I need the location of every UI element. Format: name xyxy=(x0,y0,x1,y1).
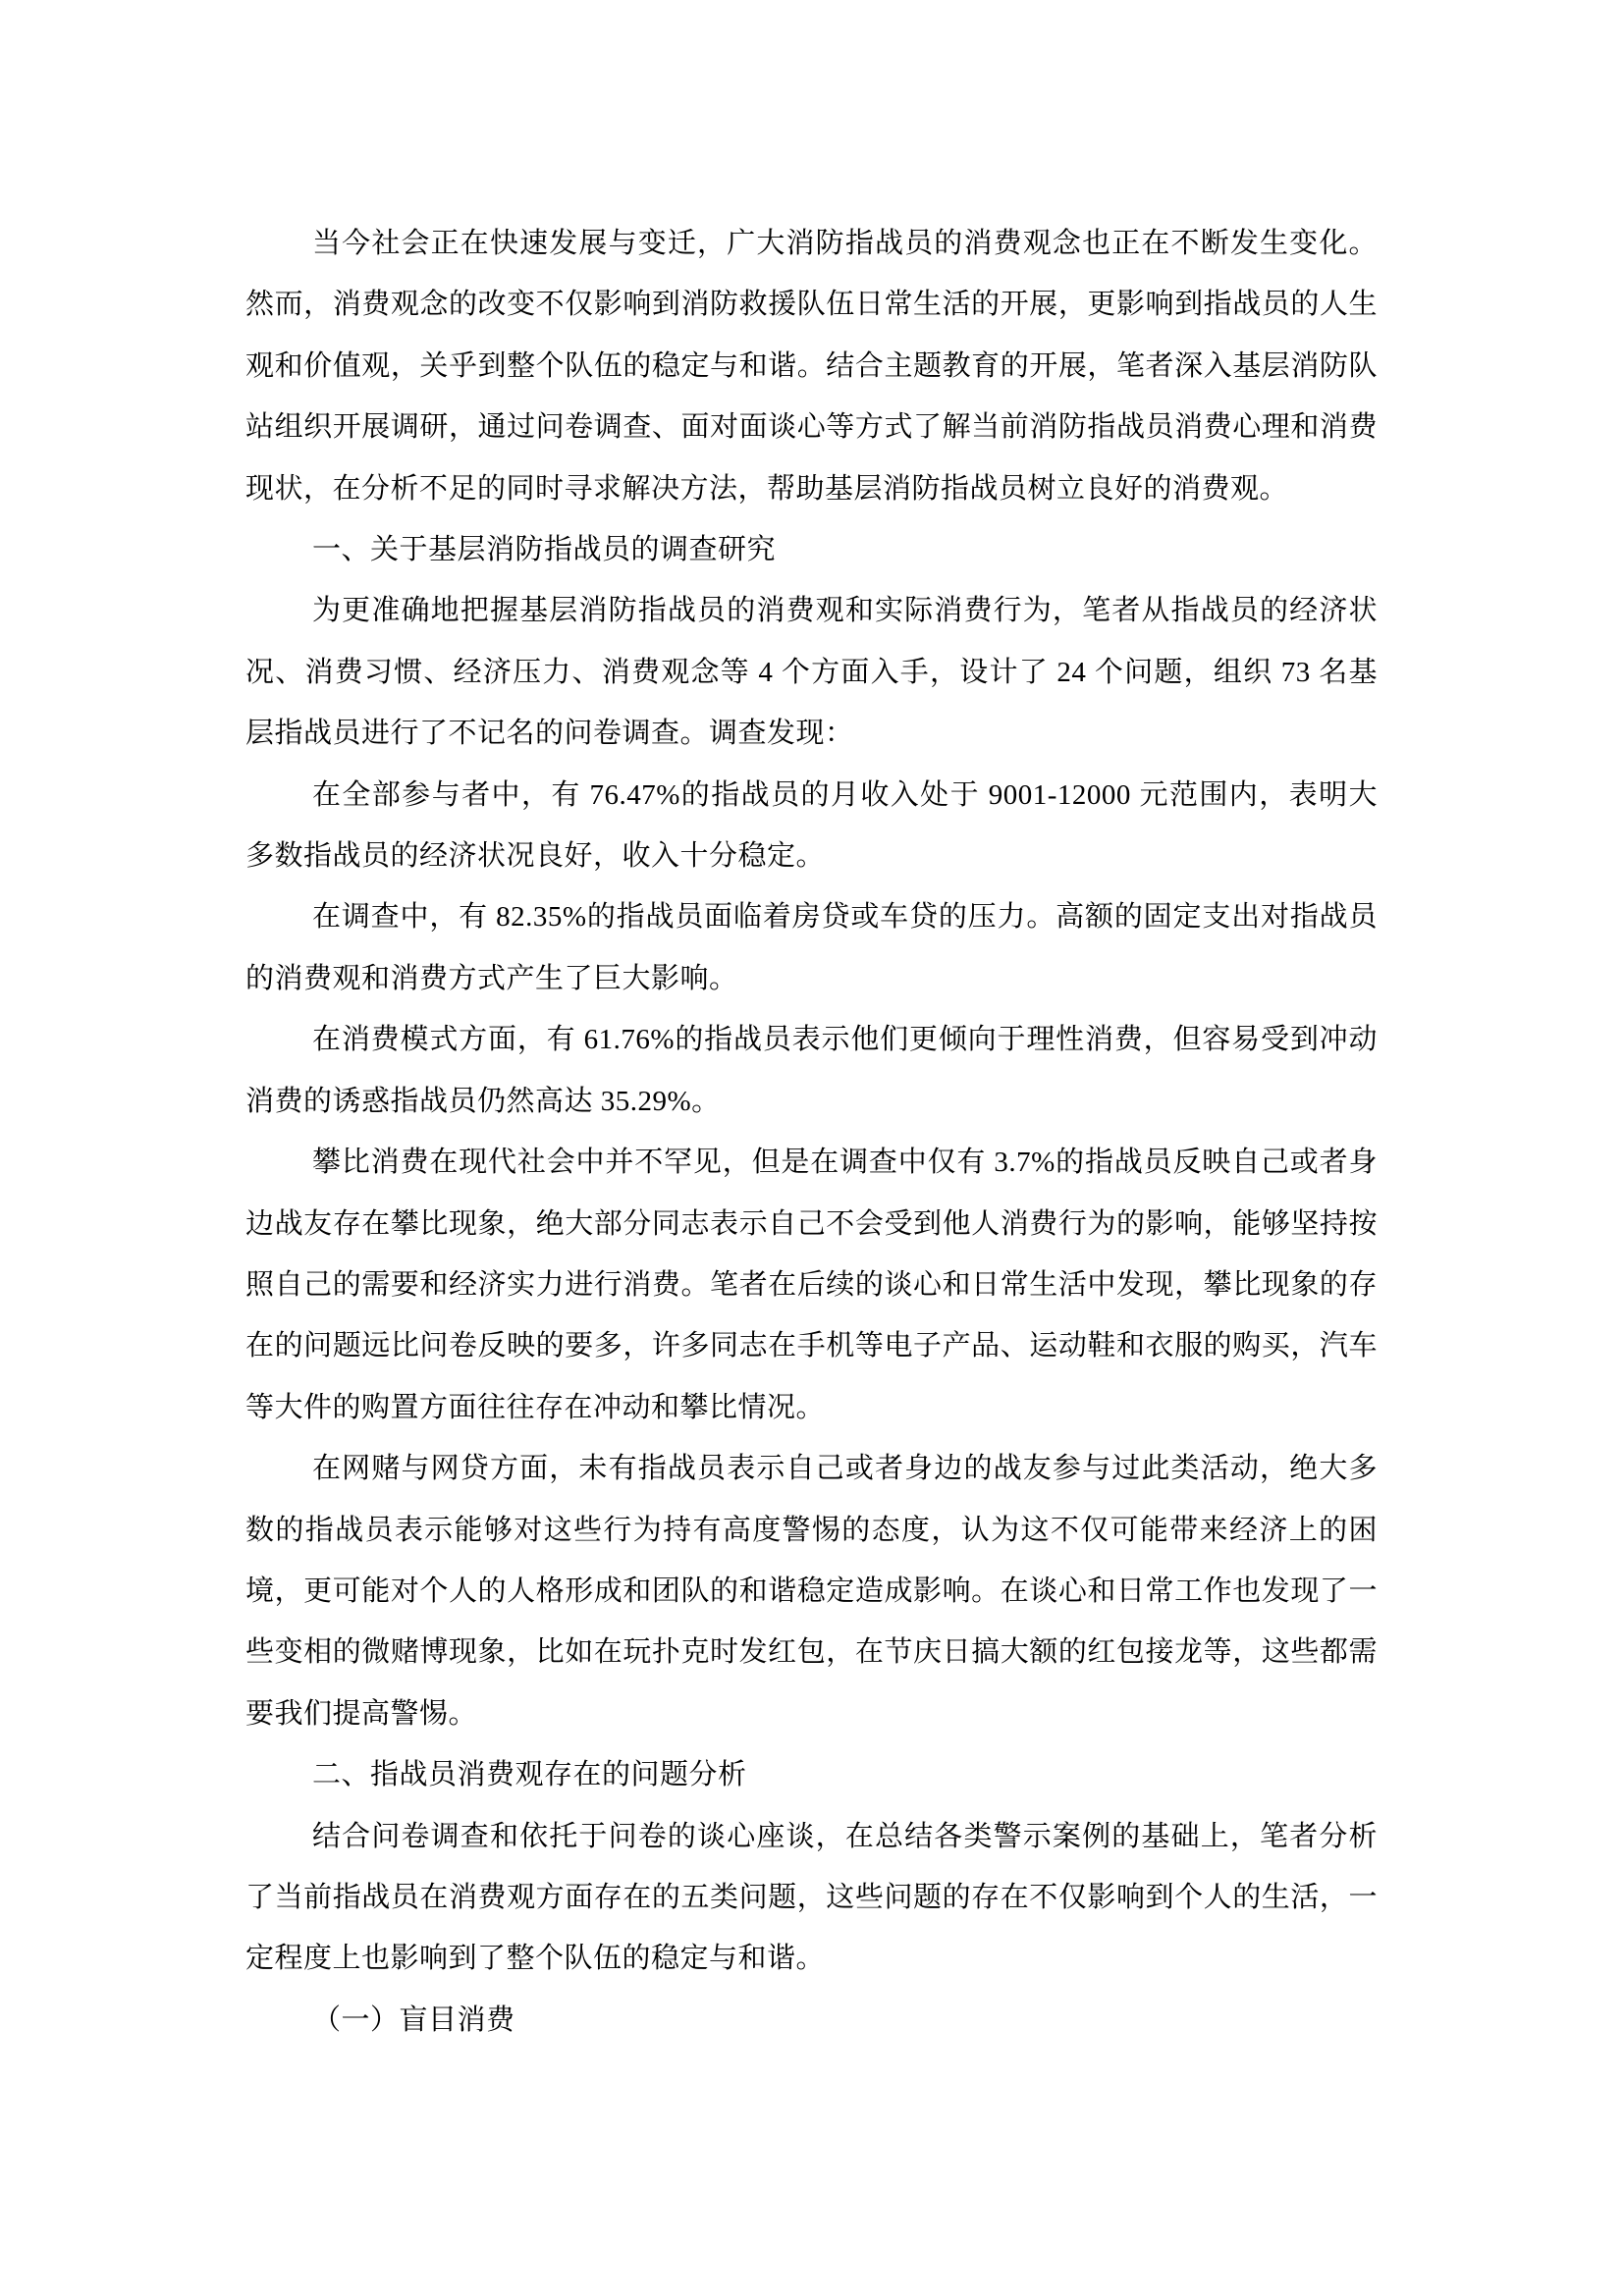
paragraph-comparison-consumption: 攀比消费在现代社会中并不罕见，但是在调查中仅有 3.7%的指战员反映自己或者身边战友存在攀比现象，绝大部分同志表示自己不会受到他人消费行为的影响，能够坚持按照自己的需要和经济实力进行消费。笔者在后续的谈心和日常生活中发现，攀比现象的存在的问题远比问卷反映的要多，许多同志在手机等电子产品、运动鞋和衣服的购买，汽车等大件的购置方面往往存在冲动和攀比情况。 xyxy=(245,1147,1378,1423)
paragraph-loan-pressure: 在调查中，有 82.35%的指战员面临着房贷或车贷的压力。高额的固定支出对指战员的消费观和消费方式产生了巨大影响。 xyxy=(245,901,1378,994)
paragraph-consumption-mode: 在消费模式方面，有 61.76%的指战员表示他们更倾向于理性消费，但容易受到冲动消费的诱惑指战员仍然高达 35.29%。 xyxy=(245,1024,1378,1117)
paragraph-income-findings: 在全部参与者中，有 76.47%的指战员的月收入处于 9001-12000 元范围内，表明大多数指战员的经济状况良好，收入十分稳定。 xyxy=(245,778,1378,873)
document-text-column xyxy=(245,213,1378,2051)
paragraph-survey-method: 为更准确地把握基层消防指战员的消费观和实际消费行为，笔者从指战员的经济状况、消费习惯、经济压力、消费观念等 4 个方面入手，设计了 24 个问题，组织 73 名基层指战员进行了不记名的问卷调查。调查发现： xyxy=(245,595,1378,750)
paragraph-problem-summary: 结合问卷调查和依托于问卷的谈心座谈，在总结各类警示案例的基础上，笔者分析了当前指战员在消费观方面存在的五类问题，这些问题的存在不仅影响到个人的生活，一定程度上也影响到了整个队伍的稳定与和谐。 xyxy=(245,1820,1378,1975)
heading-section-2-problem-analysis: 二、指战员消费观存在的问题分析 xyxy=(312,1759,747,1791)
paragraph-online-gambling-loans: 在网赌与网贷方面，未有指战员表示自己或者身边的战友参与过此类活动，绝大多数的指战员表示能够对这些行为持有高度警惕的态度，认为这不仅可能带来经济上的困境，更可能对个人的人格形成和团队的和谐稳定造成影响。在谈心和日常工作也发现了一些变相的微赌博现象，比如在玩扑克时发红包，在节庆日搞大额的红包接龙等，这些都需要我们提高警惕。 xyxy=(245,1453,1378,1730)
paragraph-intro: 当今社会正在快速发展与变迁，广大消防指战员的消费观念也正在不断发生变化。然而，消费观念的改变不仅影响到消防救援队伍日常生活的开展，更影响到指战员的人生观和价值观，关乎到整个队伍的稳定与和谐。结合主题教育的开展，笔者深入基层消防队站组织开展调研，通过问卷调查、面对面谈心等方式了解当前消防指战员消费心理和消费现状，在分析不足的同时寻求解决方法，帮助基层消防指战员树立良好的消费观。 xyxy=(245,228,1378,505)
heading-subsection-1-blind-consumption: （一）盲目消费 xyxy=(312,2003,515,2036)
heading-section-1-survey-research: 一、关于基层消防指战员的调查研究 xyxy=(312,534,777,566)
